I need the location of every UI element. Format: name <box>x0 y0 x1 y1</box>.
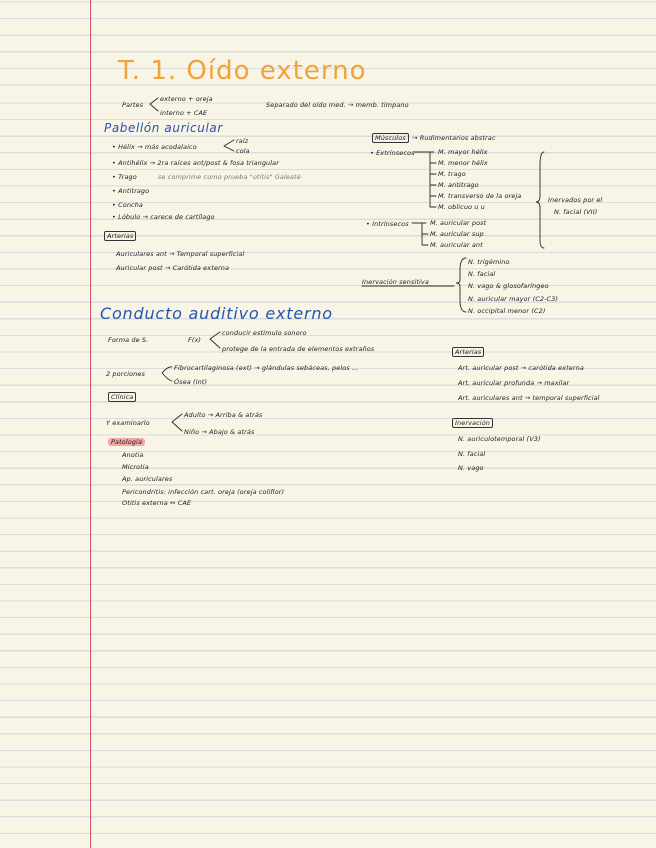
patologia-item: Anotia <box>122 451 144 459</box>
arteria-item: Auriculares ant → Temporal superficial <box>116 250 245 258</box>
inervados-note: N. facial (VII) <box>554 208 598 216</box>
fn-item: protege de la entrada de elementos extraños <box>222 345 375 353</box>
section-heading-pabellon: Pabellón auricular <box>104 121 223 135</box>
nervio-item: N. trigémino <box>468 258 510 266</box>
brace-helix <box>224 140 234 151</box>
patologia-item: Microtia <box>122 463 149 471</box>
pabellon-branch: raíz <box>236 137 249 145</box>
page-title: T. 1. Oído externo <box>118 56 367 86</box>
nervio-cae-item: N. auriculotemporal (V3) <box>458 435 541 443</box>
nervio-item: N. occipital menor (C2) <box>468 307 546 315</box>
pabellon-note: se comprime como prueba "otitis" Galeaté <box>158 173 301 181</box>
nervio-item: N. facial <box>468 270 496 278</box>
partes-note: Separado del oído med. → memb. tímpano <box>266 101 409 109</box>
brace-porciones <box>162 367 172 381</box>
pabellon-item: • Trago <box>112 173 137 181</box>
fn-label: F(x) <box>188 336 202 344</box>
musculo-item: M. oblicuo u u <box>438 203 485 211</box>
clinica-label: Clínica <box>108 392 136 402</box>
examinarlo-label: Y examinarlo <box>106 419 150 427</box>
intrinsecos-label: • Intrínsecos <box>366 220 409 228</box>
porciones-label: 2 porciones <box>106 370 145 378</box>
forma-label: Forma de S. <box>108 336 149 344</box>
brace-sensitiva <box>456 258 466 312</box>
porcion-item: Fibrocartilaginosa (ext) → glándulas sebáceas, pelos ... <box>174 364 359 372</box>
pabellon-item: • Hélix → más acodalaico <box>112 143 197 151</box>
musculo-item: M. menor hélix <box>438 159 488 167</box>
partes-label: Partes <box>122 101 144 109</box>
arteria-cae-item: Art. auricular profunda → maxilar <box>458 379 570 387</box>
tree-extrinsecos <box>414 152 436 207</box>
brace-fx <box>210 332 220 348</box>
musculos-label: Músculos <box>372 133 409 143</box>
patologia-item: Pericondritis: infección cart. oreja (oreja coliflor) <box>122 488 285 496</box>
tree-intrinsecos <box>412 223 428 245</box>
inervacion-cae-label: Inervación <box>452 418 493 428</box>
pabellon-branch: cola <box>236 147 250 155</box>
arterias-label: Arterias <box>104 231 136 241</box>
musculo-item: M. mayor hélix <box>438 148 488 156</box>
patologia-item: Ap. auriculares <box>122 475 173 483</box>
musculo-item: M. auricular sup <box>430 230 484 238</box>
brace-inervados <box>536 152 544 248</box>
nervio-cae-item: N. facial <box>458 450 486 458</box>
nervio-item: N. auricular mayor (C2-C3) <box>468 295 559 303</box>
arteria-cae-item: Art. auricular post → carótida externa <box>458 364 584 372</box>
brace-partes <box>150 98 158 111</box>
patologia-label: Patología <box>108 438 145 446</box>
arteria-item: Auricular post → Carótida externa <box>116 264 230 272</box>
examinarlo-item: Niño → Abajo & atrás <box>184 428 255 436</box>
inervacion-sensitiva-label: Inervación sensitiva <box>362 278 429 286</box>
porcion-item: Ósea (int) <box>174 378 208 386</box>
arterias-cae-label: Arterias <box>452 347 484 357</box>
musculo-item: M. trago <box>438 170 466 178</box>
nervio-cae-item: N. vago <box>458 464 484 472</box>
extrinsecos-label: • Extrínsecos <box>370 149 415 157</box>
partes-item: interno + CAE <box>160 109 208 117</box>
musculo-item: M. auricular ant <box>430 241 483 249</box>
arteria-cae-item: Art. auriculares ant → temporal superficial <box>458 394 600 402</box>
musculo-item: M. antitrago <box>438 181 479 189</box>
nervio-item: N. vago & glosofaríngeo <box>468 282 549 290</box>
inervados-note: Inervados por el <box>548 196 603 204</box>
fn-item: conducir estímulo sonoro <box>222 329 307 337</box>
musculo-item: M. auricular post <box>430 219 487 227</box>
brace-examinarlo <box>172 414 182 431</box>
pabellon-item: • Lóbulo → carece de cartílago <box>112 213 215 221</box>
musculo-item: M. transverso de la oreja <box>438 192 522 200</box>
examinarlo-item: Adulto → Arriba & atrás <box>184 411 263 419</box>
partes-item: externo + oreja <box>160 95 213 103</box>
musculos-note: → Rudimentarios abstrac <box>412 134 496 142</box>
pabellon-item: • Concha <box>112 201 144 209</box>
patologia-item: Otitis externa ↔ CAE <box>122 499 192 507</box>
section-heading-conducto: Conducto auditivo externo <box>100 304 333 323</box>
pabellon-item: • Antihélix → 2ra raíces ant/post & fosa triangular <box>112 159 280 167</box>
pabellon-item: • Antitrago <box>112 187 150 195</box>
